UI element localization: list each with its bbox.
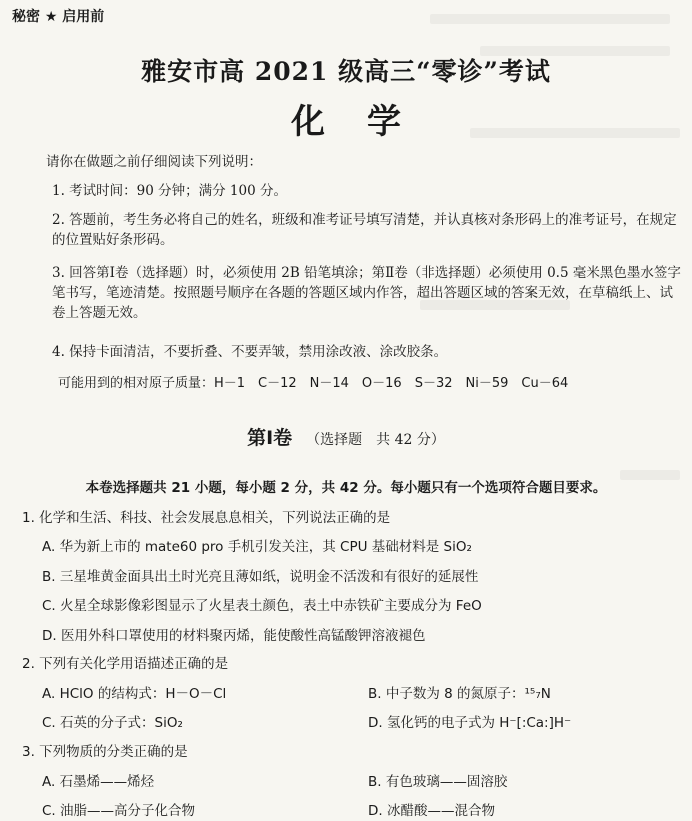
instruction-item-1: 1. 考试时间：90 分钟；满分 100 分。 (52, 183, 287, 199)
section-instruction: 本卷选择题共 21 小题，每小题 2 分，共 42 分。每小题只有一个选项符合题目要求。 (85, 480, 607, 496)
question-2-option-d: D. 氢化钙的电子式为 H⁻[:Ca:]H⁻ (368, 715, 572, 731)
question-3-option-c: C. 油脂——高分子化合物 (42, 803, 196, 819)
question-1-option-a: A. 华为新上市的 mate60 pro 手机引发关注，其 CPU 基础材料是 SiO₂ (42, 539, 472, 555)
question-2-option-b: B. 中子数为 8 的氮原子：¹⁵₇N (368, 686, 551, 702)
section-note: （选择题 共 42 分） (306, 432, 445, 448)
bleed-through-mark (430, 14, 670, 24)
question-2-option-a: A. HClO 的结构式：H－O－Cl (42, 686, 227, 702)
question-1-stem: 1. 化学和生活、科技、社会发展息息相关，下列说法正确的是 (22, 510, 391, 526)
instruction-item-2: 2. 答题前，考生务必将自己的姓名，班级和准考证号填写清楚，并认真核对条形码上的准考证号，在规定的位置贴好条形码。 (52, 212, 677, 248)
question-3-option-b: B. 有色玻璃——固溶胶 (368, 774, 508, 790)
question-3-option-a: A. 石墨烯——烯烃 (42, 774, 155, 790)
question-2-option-c: C. 石英的分子式：SiO₂ (42, 715, 183, 731)
question-3-stem: 3. 下列物质的分类正确的是 (22, 744, 188, 760)
exam-title: 雅安市高 2021 级高三“零诊”考试 (141, 57, 551, 86)
atomic-masses: 可能用到的相对原子质量：H－1 C－12 N－14 O－16 S－32 Ni－59 Cu－64 (58, 376, 569, 391)
question-1-option-b: B. 三星堆黄金面具出土时光亮且薄如纸，说明金不活泼和有很好的延展性 (42, 569, 479, 585)
instruction-item-3: 3. 回答第Ⅰ卷（选择题）时，必须使用 2B 铅笔填涂；第Ⅱ卷（非选择题）必须使用 0.5 毫米黑色墨水签字笔书写，笔迹清楚。按照题号顺序在各题的答题区域内作答，超出答题区域的答案无效，在草稿纸上、试卷上答题无效。 (52, 265, 681, 321)
question-1-option-c: C. 火星全球影像彩图显示了火星表土颜色，表土中赤铁矿主要成分为 FeO (42, 598, 482, 614)
section-heading (0, 423, 692, 450)
question-3-option-d: D. 冰醋酸——混合物 (368, 803, 495, 819)
instruction-item-4: 4. 保持卡面清洁，不要折叠、不要弄皱，禁用涂改液、涂改胶条。 (52, 344, 448, 360)
question-2-stem: 2. 下列有关化学用语描述正确的是 (22, 656, 229, 672)
section-title: 第Ⅰ卷 (247, 427, 293, 449)
instructions-intro: 请你在做题之前仔细阅读下列说明： (46, 154, 262, 170)
subject-title: 化学 (291, 102, 443, 142)
confidential-label: 秘密 ★ 启用前 (12, 9, 105, 25)
question-1-option-d: D. 医用外科口罩使用的材料聚丙烯，能使酸性高锰酸钾溶液褪色 (42, 628, 426, 644)
